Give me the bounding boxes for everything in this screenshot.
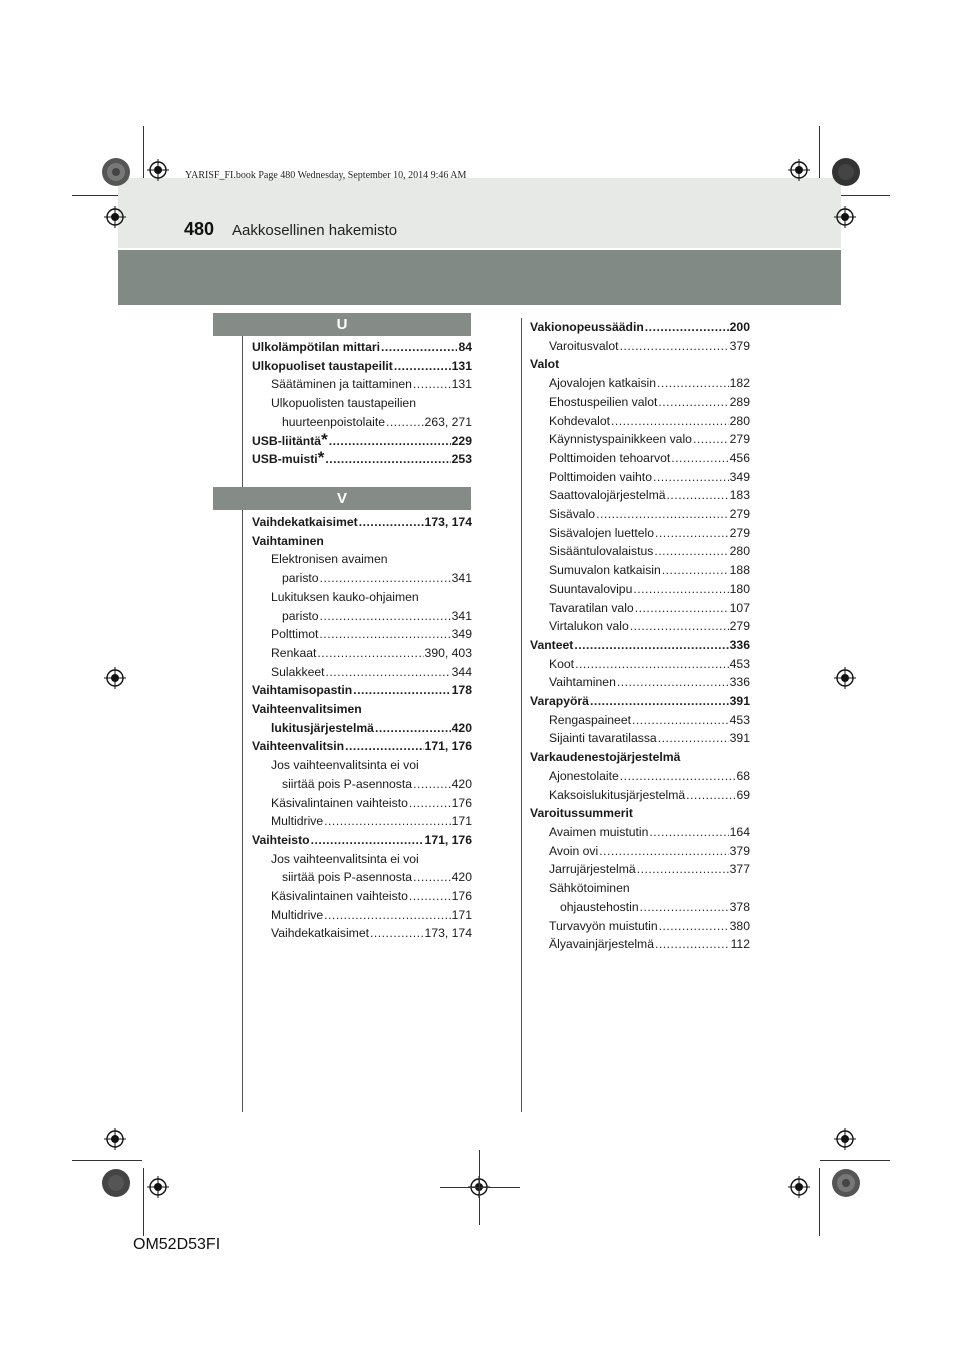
column-divider <box>521 318 522 1112</box>
leader-dots <box>596 505 729 524</box>
index-entry <box>530 898 750 917</box>
registration-mark-icon <box>104 667 126 689</box>
page-reference[interactable]: 200 <box>729 320 750 334</box>
page-reference[interactable]: 131 <box>451 377 472 392</box>
index-term: Sijainti tavaratilassa <box>549 731 657 746</box>
header-gray-band <box>118 250 841 305</box>
page-reference[interactable]: 344 <box>451 664 472 679</box>
index-term: Vanteet <box>530 637 574 652</box>
index-entry <box>530 935 750 954</box>
color-target-icon <box>101 157 131 187</box>
leader-dots <box>632 711 729 730</box>
page-reference[interactable]: 178 <box>451 683 472 698</box>
leader-dots <box>324 906 451 925</box>
index-term: Saattovalojärjestelmä <box>549 488 666 503</box>
index-entry <box>252 831 472 850</box>
leader-dots <box>413 375 451 394</box>
leader-dots <box>659 917 729 936</box>
index-term: huurteenpoistolaite <box>282 414 385 429</box>
index-entry <box>252 375 472 394</box>
index-entry: USB-muisti * ..... 253 <box>252 450 472 469</box>
index-term: Koot <box>549 656 575 671</box>
index-term: Kaksoislukitusjärjestelmä <box>549 787 686 802</box>
leader-dots <box>375 719 451 738</box>
index-term: Sisävalo <box>549 507 596 522</box>
registration-mark-icon <box>147 159 169 181</box>
page-reference[interactable]: 279 <box>729 432 750 447</box>
index-entry <box>252 850 472 869</box>
color-target-icon <box>831 157 861 187</box>
index-term: USB-muisti <box>252 452 318 467</box>
page-reference[interactable]: 279 <box>729 619 750 634</box>
leader-dots <box>635 599 729 618</box>
index-term: Säätäminen ja taittaminen <box>271 377 412 392</box>
index-entry <box>530 486 750 505</box>
index-entry <box>252 550 472 569</box>
page-reference[interactable]: 377 <box>729 862 750 877</box>
page-reference[interactable]: 280 <box>729 413 750 428</box>
leader-dots <box>655 524 729 543</box>
index-term: Lukituksen kauko-ohjaimen <box>271 589 419 604</box>
index-entry <box>530 786 750 805</box>
leader-dots <box>620 767 736 786</box>
index-entry <box>530 673 750 692</box>
index-entry <box>530 393 750 412</box>
page-reference[interactable]: 336 <box>729 675 750 690</box>
index-term: Sisääntulovalaistus <box>549 544 654 559</box>
index-entry <box>252 625 472 644</box>
leader-dots <box>620 337 729 356</box>
index-term: Polttimoiden vaihto <box>549 469 652 484</box>
leader-dots <box>649 823 728 842</box>
index-entry <box>530 524 750 543</box>
crop-line <box>819 1168 820 1236</box>
index-term: Multidrive <box>271 814 324 829</box>
leader-dots <box>693 430 729 449</box>
index-term: Vaihdekatkaisimet <box>252 515 358 529</box>
page-reference[interactable]: 107 <box>729 600 750 615</box>
index-term: Varoitusvalot <box>549 338 619 353</box>
index-term: Ehostuspeilien valot <box>549 394 658 409</box>
registration-mark-icon <box>788 1176 810 1198</box>
crop-line <box>143 1168 144 1236</box>
leader-dots <box>320 607 451 626</box>
index-entry <box>252 868 472 887</box>
index-entry: USB-liitäntä * ..... 229 <box>252 432 472 451</box>
index-term: Polttimot <box>271 627 319 642</box>
index-entry <box>530 561 750 580</box>
page-reference[interactable]: 336 <box>729 637 750 652</box>
index-entry <box>530 355 750 374</box>
index-term: Ajovalojen katkaisin <box>549 376 657 391</box>
page-reference[interactable]: 341 <box>451 608 472 623</box>
leader-dots <box>311 831 424 850</box>
index-entry <box>530 374 750 393</box>
index-term: Vaihdekatkaisimet <box>271 926 369 941</box>
index-entry <box>530 468 750 487</box>
index-term: Turvavyön muistutin <box>549 918 658 933</box>
page-reference[interactable]: 378 <box>729 899 750 914</box>
leader-dots <box>658 393 728 412</box>
registration-mark-icon <box>834 206 856 228</box>
page-reference[interactable]: 253 <box>451 452 472 467</box>
page-reference[interactable]: 180 <box>729 581 750 596</box>
index-term: Elektronisen avaimen <box>271 552 388 567</box>
index-entry <box>252 906 472 925</box>
index-entry <box>530 430 750 449</box>
page-reference[interactable]: 420 <box>451 720 472 735</box>
page-reference[interactable]: 176 <box>451 889 472 904</box>
index-column-u <box>252 338 472 469</box>
index-entry <box>530 842 750 861</box>
leader-dots <box>413 868 451 887</box>
index-term: Vaihteisto <box>252 832 310 847</box>
index-entry <box>530 748 750 767</box>
index-entry <box>252 812 472 831</box>
index-entry <box>530 879 750 898</box>
index-term: Polttimoiden tehoarvot <box>549 450 671 465</box>
leader-dots <box>645 318 729 337</box>
index-term: Vaihteenvalitsimen <box>252 702 362 717</box>
page-title: Aakkosellinen hakemisto <box>232 222 398 239</box>
page-reference[interactable]: 420 <box>451 776 472 791</box>
page-reference[interactable]: 379 <box>729 338 750 353</box>
index-term: Avoin ovi <box>549 843 599 858</box>
page-reference[interactable]: 420 <box>451 870 472 885</box>
page-reference[interactable]: 380 <box>729 918 750 933</box>
index-entry <box>252 775 472 794</box>
index-term: Ulkolämpötilan mittari <box>252 340 380 354</box>
index-term: siirtää pois P-asennosta <box>282 776 413 791</box>
index-term: Käsivalintainen vaihteisto <box>271 889 408 904</box>
index-entry <box>252 737 472 756</box>
page-number: 480 <box>184 219 215 239</box>
index-entry <box>252 663 472 682</box>
leader-dots <box>320 569 451 588</box>
index-term: Vaihtamisopastin <box>252 683 353 698</box>
leader-dots <box>686 786 735 805</box>
page-reference[interactable]: 453 <box>729 712 750 727</box>
leader-dots <box>599 842 728 861</box>
index-entry <box>530 412 750 431</box>
index-term: paristo <box>282 571 319 586</box>
leader-dots <box>654 542 728 561</box>
index-term: lukitusjärjestelmä <box>271 720 374 735</box>
index-entry <box>252 887 472 906</box>
leader-dots <box>575 655 729 674</box>
leader-dots <box>409 794 451 813</box>
registration-mark-icon <box>104 206 126 228</box>
page-reference[interactable]: 341 <box>451 571 472 586</box>
color-target-icon <box>101 1168 131 1198</box>
index-entry <box>252 532 472 551</box>
index-entry <box>252 700 472 719</box>
page-reference[interactable]: 171, 176 <box>424 832 472 847</box>
leader-dots <box>590 692 729 711</box>
leader-dots <box>359 513 424 532</box>
page-reference[interactable]: 456 <box>729 450 750 465</box>
page-reference[interactable]: 391 <box>729 694 750 709</box>
page-reference[interactable]: 173, 174 <box>424 515 472 529</box>
index-entry <box>530 542 750 561</box>
leader-dots <box>655 935 730 954</box>
index-entry <box>530 692 750 711</box>
leader-dots <box>640 898 729 917</box>
index-term: Avaimen muistutin <box>549 824 649 839</box>
index-term: Vakionopeussäädin <box>530 320 644 334</box>
index-entry <box>530 711 750 730</box>
leader-dots <box>574 636 728 655</box>
registration-mark-icon <box>147 1176 169 1198</box>
index-entry <box>530 860 750 879</box>
page-reference[interactable]: 131 <box>451 358 472 373</box>
index-term: Tavaratilan valo <box>549 600 634 615</box>
index-entry <box>252 924 472 943</box>
leader-dots <box>671 449 728 468</box>
page-reference[interactable]: 349 <box>451 627 472 642</box>
leader-dots <box>370 924 424 943</box>
index-term: Älyavainjärjestelmä <box>549 937 654 952</box>
index-term: Käsivalintainen vaihteisto <box>271 795 408 810</box>
index-entry <box>252 607 472 626</box>
index-term: Rengaspaineet <box>549 712 631 727</box>
leader-dots <box>630 617 729 636</box>
index-entry <box>252 338 472 357</box>
leader-dots <box>617 673 729 692</box>
index-entry <box>252 513 472 532</box>
leader-dots <box>325 450 450 469</box>
page-reference[interactable]: 176 <box>451 795 472 810</box>
index-term: Ajonestolaite <box>549 768 619 783</box>
leader-dots <box>667 486 729 505</box>
leader-dots <box>662 561 729 580</box>
page-reference[interactable]: 279 <box>729 525 750 540</box>
leader-dots <box>657 374 729 393</box>
index-term: Sulakkeet <box>271 664 325 679</box>
index-column-v <box>252 513 472 943</box>
section-header-u: U <box>213 313 471 336</box>
index-term: Sumuvalon katkaisin <box>549 563 661 578</box>
index-term: USB-liitäntä <box>252 433 322 448</box>
registration-mark-icon <box>834 667 856 689</box>
leader-dots <box>413 775 451 794</box>
page-reference[interactable]: 349 <box>729 469 750 484</box>
index-term: Jos vaihteenvalitsinta ei voi <box>271 851 419 866</box>
crop-line <box>440 1187 520 1188</box>
index-term: Kohdevalot <box>549 413 610 428</box>
leader-dots <box>386 413 424 432</box>
page-reference[interactable]: 379 <box>729 843 750 858</box>
index-entry <box>252 569 472 588</box>
index-entry <box>530 729 750 748</box>
column-divider <box>242 330 243 1112</box>
document-code: OM52D53FI <box>133 1236 221 1253</box>
index-entry <box>530 767 750 786</box>
index-term: Vaihtaminen <box>549 675 616 690</box>
index-term: Käynnistyspainikkeen valo <box>549 432 692 447</box>
index-entry <box>530 617 750 636</box>
index-term: Multidrive <box>271 907 324 922</box>
index-term: ohjaustehostin <box>560 899 639 914</box>
header-band <box>118 178 841 248</box>
page-reference[interactable]: 229 <box>451 433 472 448</box>
index-entry <box>530 655 750 674</box>
index-entry <box>530 318 750 337</box>
leader-dots <box>611 412 729 431</box>
index-entry <box>252 588 472 607</box>
index-term: Valot <box>530 357 560 372</box>
leader-dots <box>317 644 423 663</box>
page-reference[interactable]: 171 <box>451 907 472 922</box>
index-term: Jos vaihteenvalitsinta ei voi <box>271 758 419 773</box>
crop-line <box>820 1160 890 1161</box>
page-reference[interactable]: 84 <box>458 340 472 354</box>
index-term: Varapyörä <box>530 694 589 709</box>
leader-dots <box>326 663 451 682</box>
leader-dots <box>409 887 451 906</box>
leader-dots <box>637 860 729 879</box>
leader-dots <box>319 625 450 644</box>
index-entry <box>252 794 472 813</box>
leader-dots <box>394 357 451 376</box>
index-entry <box>252 719 472 738</box>
leader-dots <box>345 737 423 756</box>
page-reference[interactable]: 280 <box>729 544 750 559</box>
index-column-right <box>530 318 750 954</box>
page-reference[interactable]: 112 <box>730 937 750 952</box>
page-reference[interactable]: 69 <box>736 787 750 802</box>
index-term: Suuntavalovipu <box>549 581 633 596</box>
index-entry <box>252 413 472 432</box>
index-entry <box>252 644 472 663</box>
section-header-v: V <box>213 487 471 510</box>
index-entry <box>530 580 750 599</box>
page-reference[interactable]: 453 <box>729 656 750 671</box>
index-entry <box>530 449 750 468</box>
registration-mark-icon <box>834 1128 856 1150</box>
index-term: Varkaudenestojärjestelmä <box>530 750 681 765</box>
page-reference[interactable]: 171 <box>451 814 472 829</box>
page-reference[interactable]: 164 <box>729 824 750 839</box>
crop-line <box>479 1150 480 1225</box>
color-target-icon <box>831 1168 861 1198</box>
leader-dots <box>653 468 729 487</box>
book-stamp: YARISF_FI.book Page 480 Wednesday, September 10, 2014 9:46 AM <box>185 170 467 181</box>
index-term: siirtää pois P-asennosta <box>282 870 413 885</box>
page-reference[interactable]: 391 <box>729 731 750 746</box>
index-term: Vaihteenvalitsin <box>252 739 345 754</box>
leader-dots <box>633 580 728 599</box>
index-term: Renkaat <box>271 645 317 660</box>
leader-dots <box>658 729 729 748</box>
index-entry <box>252 681 472 700</box>
page-reference[interactable]: 182 <box>729 376 750 391</box>
index-entry <box>530 636 750 655</box>
page-reference[interactable]: 390, 403 <box>424 645 472 660</box>
index-entry <box>530 337 750 356</box>
index-entry <box>530 505 750 524</box>
page-reference[interactable]: 68 <box>736 768 750 783</box>
leader-dots <box>329 432 451 451</box>
index-term: paristo <box>282 608 319 623</box>
leader-dots <box>353 681 450 700</box>
index-term: Varoitussummerit <box>530 806 633 821</box>
registration-mark-icon <box>788 159 810 181</box>
index-entry <box>530 917 750 936</box>
registration-mark-icon <box>104 1128 126 1150</box>
index-entry <box>530 823 750 842</box>
page-reference[interactable]: 263, 271 <box>424 414 472 429</box>
index-entry <box>252 394 472 413</box>
index-entry <box>530 599 750 618</box>
index-entry <box>252 357 472 376</box>
index-term: Sisävalojen luettelo <box>549 525 655 540</box>
page-reference[interactable]: 171, 176 <box>424 739 472 754</box>
page-reference[interactable]: 183 <box>729 488 750 503</box>
index-term: Sähkötoiminen <box>549 881 630 896</box>
index-term: Virtalukon valo <box>549 619 629 634</box>
index-term: Ulkopuoliset taustapeilit <box>252 358 393 373</box>
crop-line <box>72 1160 142 1161</box>
page-reference[interactable]: 279 <box>729 507 750 522</box>
page-reference[interactable]: 173, 174 <box>424 926 472 941</box>
index-entry <box>252 756 472 775</box>
page-reference[interactable]: 289 <box>729 394 750 409</box>
page-reference[interactable]: 188 <box>729 563 750 578</box>
index-term: Vaihtaminen <box>252 533 324 548</box>
leader-dots <box>381 338 457 357</box>
index-term: Jarrujärjestelmä <box>549 862 636 877</box>
index-term: Ulkopuolisten taustapeilien <box>271 396 416 411</box>
index-entry <box>530 804 750 823</box>
leader-dots <box>324 812 451 831</box>
